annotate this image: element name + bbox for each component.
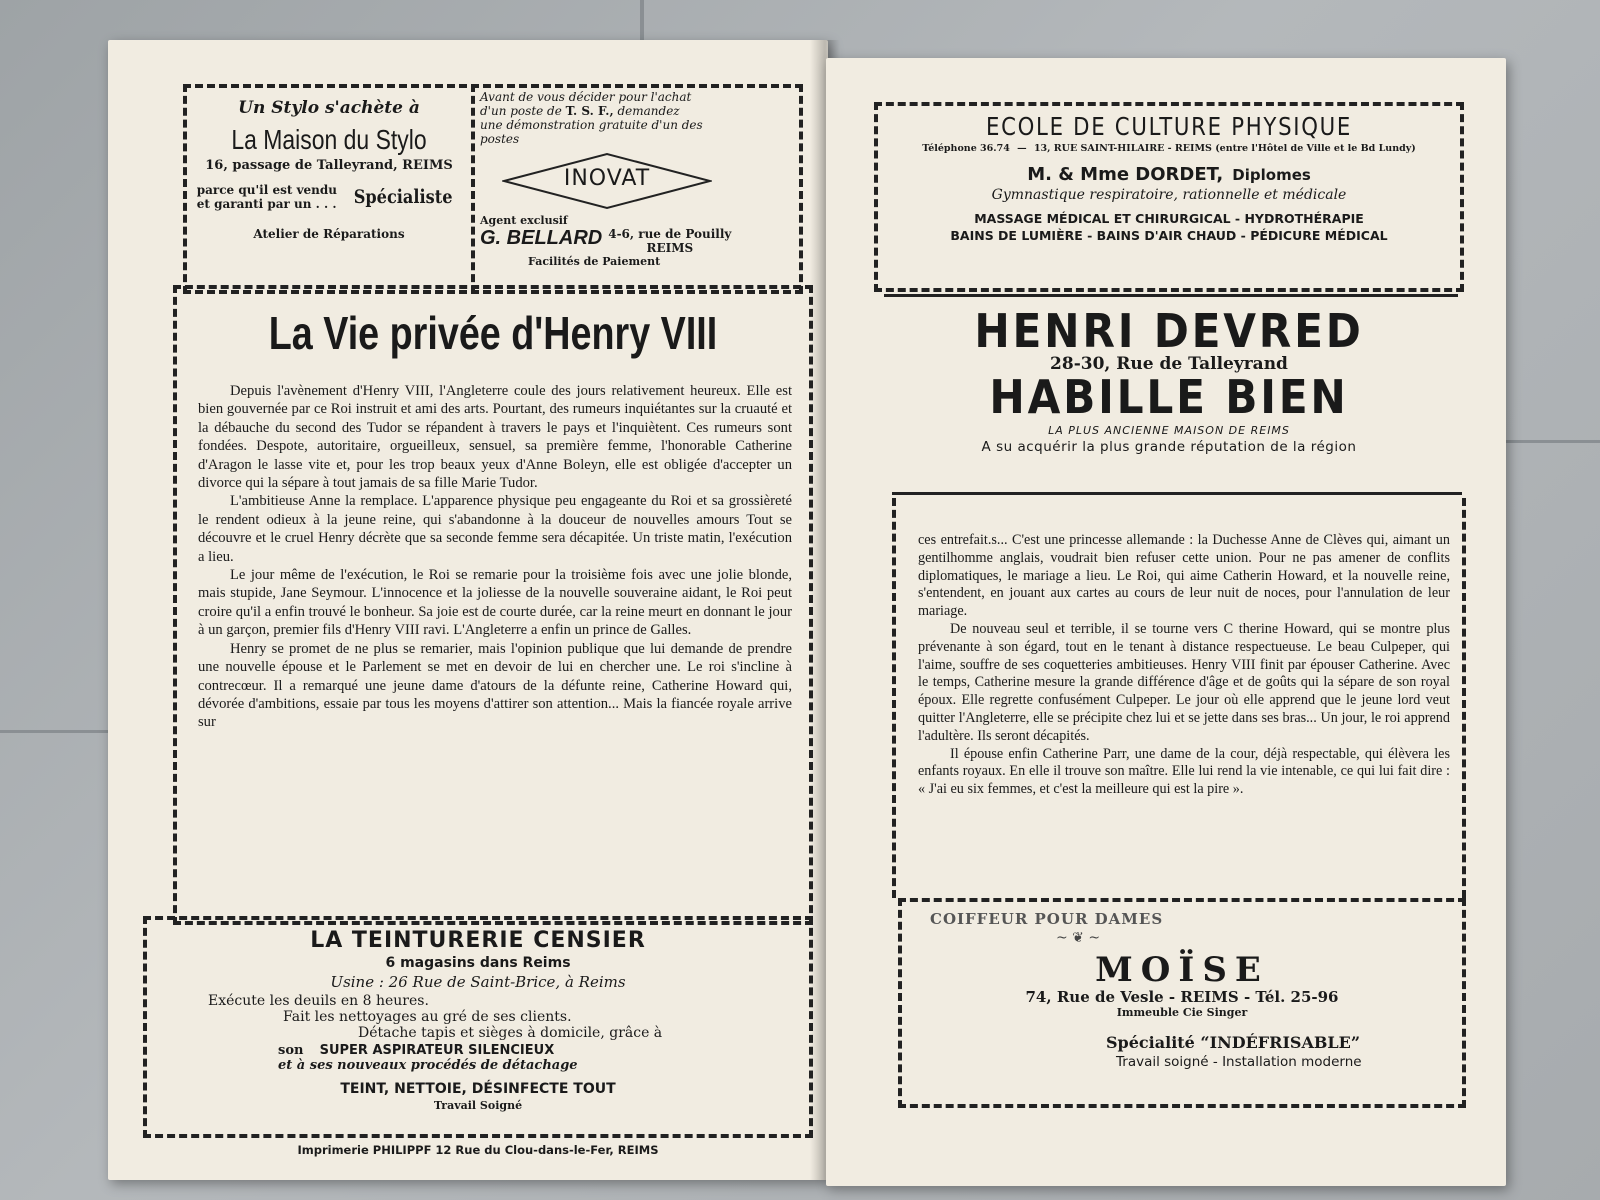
ad-teinturerie — [158, 928, 798, 1112]
inovat-diamond — [502, 152, 712, 210]
article-paragraph: De nouveau seul et terrible, il se tourne vers C therine Howard, qui se montre plus prévenante à son égard, tout en le tenant à distance respectueuse. Le beau Culpeper, qui l'aime, souffre de ses coquetteries ambitieuses. Henry VIII finit par épouser Catherine. Avec le temps, Catherine mesure la grande différence d'âge et de goûts qui la sépare de son royal époux. Elle regrette confusément Culpeper. Le jour où elle apprend que le jeune lord veut quitter l'Angleterre, elle se précipite chez lui et se jette dans ses bras... Un jour, le roi apprend l'adultère. Ils seront décapités. — [918, 620, 1450, 744]
article-body — [198, 382, 792, 732]
left-page — [108, 40, 828, 1180]
ecole-specialty: Gymnastique respiratoire, rationnelle et médicale — [991, 187, 1347, 203]
moise-specialty: Spécialité “INDÉFRISABLE” — [1106, 1033, 1361, 1052]
ecole-diploma: Diplomes — [1232, 166, 1311, 184]
stylo-repairs: Atelier de Réparations — [253, 227, 405, 241]
inovat-brand: INOVAT — [563, 166, 651, 191]
devred-subtitle: LA PLUS ANCIENNE MAISON DE REIMS — [1048, 424, 1290, 437]
inovat-agent-name: G. BELLARD — [480, 227, 603, 249]
teinturerie-line-2: Fait les nettoyages au gré de ses clients. — [283, 1009, 572, 1025]
ad-moise — [906, 910, 1458, 1070]
teinturerie-quality: Travail Soigné — [433, 1099, 523, 1112]
devred-address: 28-30, Rue de Talleyrand — [1050, 354, 1288, 374]
teinturerie-line-4a: son — [278, 1043, 304, 1058]
article-paragraph: L'ambitieuse Anne la remplace. L'apparence physique peu engageante du Roi et sa grossièreté le rendent odieux à la jeune reine, qui s'abandonne à la douceur de nouvelles amours Tout se découvre et le cruel Henry décrète que sa seconde femme sera décapitée. Un triste matin, l'exécution a lieu. — [198, 493, 792, 565]
moise-address: 74, Rue de Vesle - REIMS - Tél. 25-96 — [1025, 988, 1339, 1006]
article-title: La Vie privée d'Henry VIII — [268, 307, 718, 359]
ecole-services-1: MASSAGE MÉDICAL ET CHIRURGICAL - HYDROTHÉRAPIE — [974, 211, 1364, 226]
article-paragraph: Depuis l'avènement d'Henry VIII, l'Angleterre coule des jours relativement heureux. Elle est bien gouvernée par ce Roi instruit et ami des arts. Pourtant, des rumeurs inquiétantes sur la cruauté et la débauche du second des Tudor se répandent à travers le pays et l'inquiètent. Ces rumeurs sont fondées. Despote, autoritaire, orgueilleux, sensuel, sa première femme, l'honorable Catherine d'Aragon le lasse vite et, pour les trop beaux yeux d'Anne Boleyn, elle est obligée d'accepter un divorce qui la sépare à tout jamais de sa fille Marie Tudor. — [198, 383, 792, 492]
ecole-title: ECOLE DE CULTURE PHYSIQUE — [985, 112, 1353, 141]
devred-bottom-rule — [892, 492, 1462, 495]
moise-ornament: ~ ❦ ~ — [1056, 930, 1101, 946]
ecole-services-2: BAINS DE LUMIÈRE - BAINS D'AIR CHAUD - PÉDICURE MÉDICAL — [950, 228, 1388, 243]
inovat-agent-label: Agent exclusif — [480, 214, 568, 227]
ad-divider — [471, 84, 475, 294]
devred-slogan: HABILLE BIEN — [989, 370, 1349, 424]
devred-name: HENRI DEVRED — [974, 304, 1364, 358]
teinturerie-title: LA TEINTURERIE CENSIER — [310, 928, 646, 953]
inovat-intro-2b: demandez — [613, 104, 680, 118]
ecole-owners: M. & Mme DORDET, — [1027, 164, 1224, 185]
ad-inovat — [480, 90, 798, 268]
stylo-address: 16, passage de Talleyrand, REIMS — [205, 158, 453, 173]
stylo-line-2: et garanti par un . . . — [196, 197, 337, 211]
moise-name: MOÏSE — [1095, 950, 1269, 990]
teinturerie-slogan: TEINT, NETTOIE, DÉSINFECTE TOUT — [340, 1081, 616, 1097]
teinturerie-stores: 6 magasins dans Reims — [385, 955, 571, 971]
ad-ecole: ECOLE DE CULTURE PHYSIQUE Téléphone 36.74 — 13, RUE SAINT-HILAIRE - REIMS (entre l'Hôtel de Ville et le Bd Lundy) M. & Mme DORDET, Diplomes Gymnastique respiratoire, rationnelle et médicale MASSAGE MÉDICAL ET CHIRURGICAL - HYDROTHÉRAPIE BAINS DE LUMIÈRE - BAINS D'AIR CHAUD - PÉDICURE MÉDICAL — [882, 112, 1456, 243]
moise-building: Immeuble Cie Singer — [1116, 1006, 1248, 1019]
moise-quality: Travail soigné - Installation moderne — [1116, 1054, 1362, 1070]
ecole-phone: Téléphone 36.74 — [922, 143, 1010, 154]
inovat-intro-2: d'un poste de — [480, 104, 566, 118]
teinturerie-factory: Usine : 26 Rue de Saint-Brice, à Reims — [330, 973, 626, 991]
floor-seam — [0, 730, 108, 733]
right-page — [826, 58, 1506, 1186]
teinturerie-line-5: et à ses nouveaux procédés de détachage — [278, 1058, 578, 1073]
article-paragraph: Le jour même de l'exécution, le Roi se remarie pour la troisième fois avec une jolie blonde, mais stupide, Jane Seymour. L'innocence et la joliesse de la nouvelle souveraine aidant, le Roi peut croire qu'il a enfin trouvé le bonheur. Sa joie est de courte durée, car la reine meurt en donnant le jour à un garçon, premier fils d'Henry VIII ravi. L'Angleterre a enfin un prince de Galles. — [198, 567, 792, 639]
article-continued-body — [918, 532, 1450, 799]
inovat-intro-1: Avant de vous décider pour l'achat — [480, 90, 692, 104]
printer-line: Imprimerie PHILIPPF 12 Rue du Clou-dans-le-Fer, REIMS — [297, 1143, 659, 1157]
ad-stylo — [193, 98, 465, 241]
ecole-address: 13, RUE SAINT-HILAIRE - REIMS — [1033, 143, 1212, 154]
ecole-location: (entre l'Hôtel de Ville et le Bd Lundy) — [1215, 143, 1416, 154]
stylo-line-1: parce qu'il est vendu — [196, 183, 338, 197]
ad-devred — [882, 304, 1456, 455]
article-paragraph: ces entrefait.s... C'est une princesse allemande : la Duchesse Anne de Clèves qui, aimant un gentilhomme anglais, voudrait bien refuser cette union. Pour ne pas amener de conflits diplomatiques, le mariage a lieu. Le Roi, qui aime Catherin Howard, et la nouvelle reine, s'entendent, en jouant aux cartes au cours de leur nuit de noces, pour l'annulation de leur mariage. — [918, 532, 1450, 620]
teinturerie-line-1: Exécute les deuils en 8 heures. — [208, 993, 429, 1009]
inovat-tsf: T. S. F., — [565, 104, 614, 118]
teinturerie-line-3: Détache tapis et sièges à domicile, grâce à — [358, 1025, 663, 1041]
devred-tagline: A su acquérir la plus grande réputation de la région — [981, 439, 1357, 455]
inovat-agent-address-1: 4-6, rue de Pouilly — [608, 227, 732, 241]
moise-heading: COIFFEUR POUR DAMES — [930, 910, 1164, 928]
inovat-intro-4: postes — [480, 132, 520, 146]
teinturerie-line-4b: SUPER ASPIRATEUR SILENCIEUX — [319, 1043, 555, 1058]
inovat-agent-address-2: REIMS — [646, 241, 694, 255]
inovat-payment: Facilités de Paiement — [528, 255, 661, 268]
stylo-specialist: Spécialiste — [353, 186, 453, 208]
article-paragraph: Henry se promet de ne plus se remarier, mais l'opinion publique que lui demande de prendre une nouvelle épouse et le Parlement se met en devoir de lui en chercher une. Le roi s'incline à contrecœur. Il a remarqué une jeune dame d'atours de la défunte reine, Catherine Howard qui, dévorée d'ambitions, essaie par tous les moyens d'attirer son attention... Mais la fiancée royale arrive sur — [198, 640, 792, 731]
floor-seam — [640, 0, 644, 40]
stylo-title: Un Stylo s'achète à — [238, 98, 420, 118]
floor-seam — [1506, 440, 1600, 443]
stylo-shop-name: La Maison du Stylo — [231, 124, 427, 155]
devred-top-rule — [884, 294, 1458, 297]
inovat-intro-3: une démonstration gratuite d'un des — [480, 118, 703, 132]
article-paragraph: Il épouse enfin Catherine Parr, une dame de la cour, déjà respectable, qui élèvera les enfants royaux. En elle il trouve son maître. Elle lui rend la vie intenable, ce qui lui fait dire : « J'ai eu six femmes, et c'est la meilleure qui est la pire ». — [918, 745, 1450, 798]
